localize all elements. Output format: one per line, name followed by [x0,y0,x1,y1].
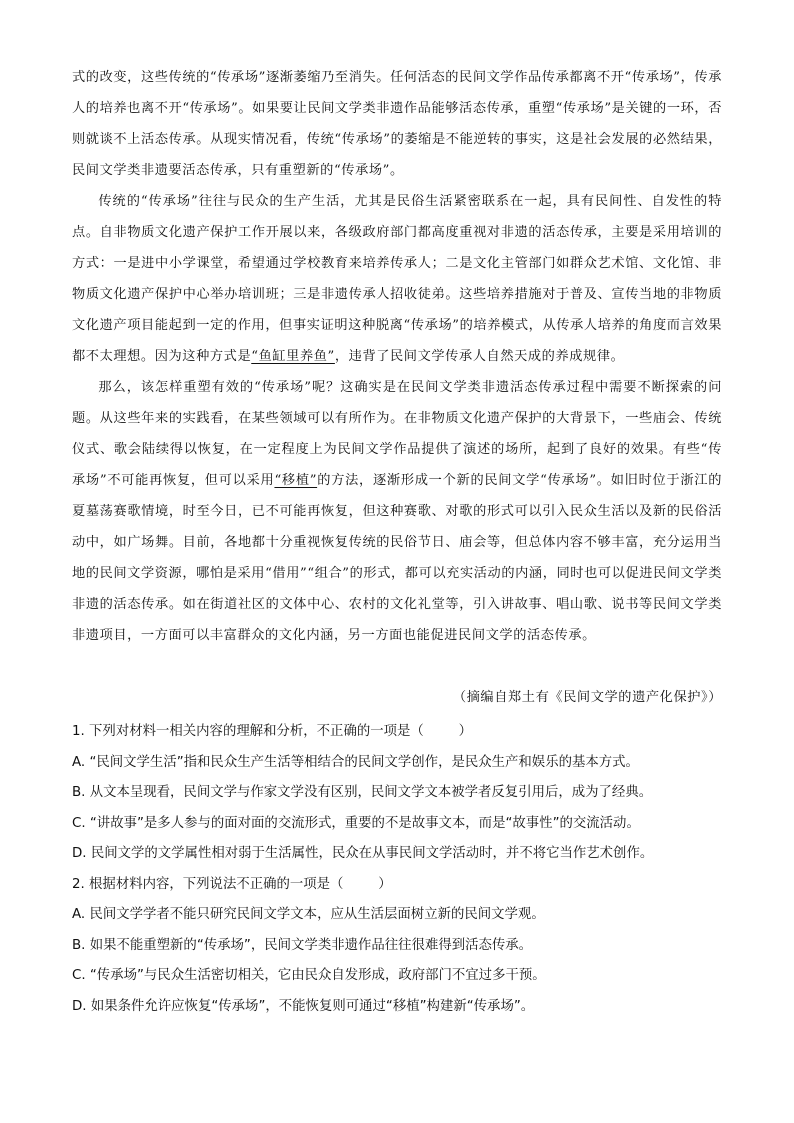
question-2-option-c: C. “传承场”与民众生活密切相关，它由民众自发形成，政府部门不宜过多干预。 [72,968,546,983]
reading-passage [72,62,722,651]
paragraph-2-text-before: 传统的“传承场”往往与民众的生产生活，尤其是民俗生活紧密联系在一起，具有民间性、自发性的特点。自非物质文化遗产保护工作开展以来，各级政府部门都高度重视对非遗的活态传承，主要是采用培训的方式：一是进中小学课堂，希望通过学校教育来培养传承人；二是文化主管部门如群众艺术馆、文化馆、非物质文化遗产保护中心举办培训班；三是非遗传承人招收徒弟。这些培养措施对于普及、宣传当地的非物质文化遗产项目能起到一定的作用，但事实证明这种脱离“传承场”的培养模式，从传承人培养的角度而言效果都不太理想。因为这种方式是 [72,194,722,364]
question-2-option-d: D. 如果条件允许应恢复“传承场”，不能恢复则可通过“移植”构建新“传承场”。 [72,998,535,1014]
question-1-stem-close: ） [458,724,473,739]
passage-source-citation: （摘编自郑土有《民间文学的遗产化保护》） [452,690,722,705]
question-2-stem-text: 2. 根据材料内容，下列说法不正确的一项是（ [72,876,344,892]
question-1-option-a: A. “民间文学生活”指和民众生产生活等相结合的民间文学创作，是民众生产和娱乐的基本方式。 [72,754,639,770]
question-2-option-a: A. 民间文学学者不能只研究民间文学文本，应从生活层面树立新的民间文学观。 [72,907,545,922]
passage-paragraph-3 [72,372,722,651]
question-1-stem-text: 1. 下列对材料一相关内容的理解和分析，不正确的一项是（ [72,724,424,739]
paragraph-3-text-before: 那么，该怎样重塑有效的“传承场”呢？这确实是在民间文学类非遗活态传承过程中需要不断探索的问题。从这些年来的实践看，在某些领域可以有所作为。在非物质文化遗产保护的大背景下，一些庙会、传统仪式、歌会陆续得以恢复，在一定程度上为民间文学作品提供了演述的场所，起到了良好的效果。有些“传承场”不可能再恢复，但可以采用 [72,380,722,488]
paragraph-3-text-after: 的方法，逐渐形成一个新的民间文学“传承场”。如旧时位于浙江的夏墓荡赛歌情境，时至今日，已不可能再恢复，但这种赛歌、对歌的形式可以引入民众生活以及新的民俗活动中，如广场舞。目前，各地都十分重视恢复传统的民俗节日、庙会等，但总体内容不够丰富，充分运用当地的民间文学资源，哪怕是采用“借用”“组合”的形式，都可以充实活动的内涵，同时也可以促进民间文学类非遗的活态传承。如在街道社区的文体中心、农村的文化礼堂等，引入讲故事、唱山歌、说书等民间文学类非遗项目，一方面可以丰富群众的文化内涵，另一方面也能促进民间文学的活态传承。 [72,473,722,643]
question-2-stem-close: ） [378,876,392,892]
question-1-option-b: B. 从文本呈现看，民间文学与作家文学没有区别，民间文学文本被学者反复引用后，成为了经典。 [72,785,653,800]
paragraph-2-text-after: ，违背了民间文学传承人自然天成的养成规律。 [334,349,625,364]
question-1-option-c: C. “讲故事”是多人参与的面对面的交流形式，重要的不是故事文本，而是“故事性”的交流活动。 [72,815,640,831]
passage-paragraph-1: 式的改变，这些传统的“传承场”逐渐萎缩乃至消失。任何活态的民间文学作品传承都离不开“传承场”，传承人的培养也离不开“传承场”。如果要让民间文学类非遗作品能够活态传承，重塑“传承场”是关键的一环，否则就谈不上活态传承。从现实情况看，传统“传承场”的萎缩是不能逆转的事实，这是社会发展的必然结果，民间文学类非遗要活态传承，只有重塑新的“传承场”。 [72,70,722,178]
question-1-stem [72,717,732,748]
passage-paragraph-2 [72,186,722,372]
underlined-phrase-transplant: “移植” [274,473,318,488]
underlined-phrase-fish-tank: “鱼缸里养鱼” [251,349,335,364]
question-2-option-b: B. 如果不能重塑新的“传承场”，民间文学类非遗作品往往很难得到活态传承。 [72,937,533,953]
question-2-stem [72,870,732,901]
question-1-option-d: D. 民间文学的文学属性相对弱于生活属性，民众在从事民间文学活动时，并不将它当作艺术创作。 [72,846,654,861]
question-section [72,717,732,1022]
